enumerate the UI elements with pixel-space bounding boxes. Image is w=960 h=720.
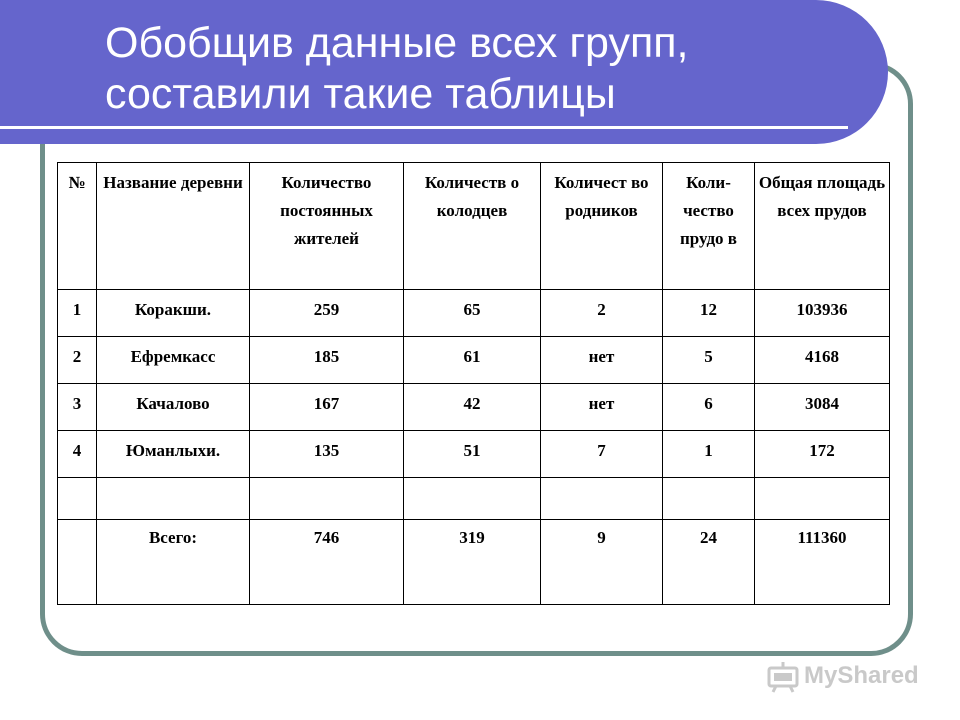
slide-title-line-1: Обобщив данные всех групп, — [105, 19, 689, 67]
table-cell: 4 — [58, 431, 97, 478]
table-cell: 2 — [541, 290, 663, 337]
total-residents: 746 — [250, 520, 404, 605]
table-cell: нет — [541, 337, 663, 384]
table-cell: 103936 — [755, 290, 890, 337]
table-cell: 6 — [663, 384, 755, 431]
table-cell: 185 — [250, 337, 404, 384]
table-cell: нет — [541, 384, 663, 431]
total-ponds: 24 — [663, 520, 755, 605]
table-cell — [663, 478, 755, 520]
table-cell: 1 — [663, 431, 755, 478]
table-header-row — [58, 163, 890, 290]
table-cell: Ефремкасс — [97, 337, 250, 384]
table-cell: 2 — [58, 337, 97, 384]
table-cell: 3084 — [755, 384, 890, 431]
table-cell: Юманлыхи. — [97, 431, 250, 478]
title-underline — [0, 126, 848, 129]
table-cell: Коракши. — [97, 290, 250, 337]
table-cell: 5 — [663, 337, 755, 384]
table-cell: 3 — [58, 384, 97, 431]
header-residents: Количество постоянных жителей — [250, 163, 404, 290]
table-cell: 1 — [58, 290, 97, 337]
table-cell: 7 — [541, 431, 663, 478]
table-cell: 65 — [404, 290, 541, 337]
header-springs: Количест во родников — [541, 163, 663, 290]
projector-icon — [766, 659, 800, 693]
table-total-row — [58, 520, 890, 605]
table-cell — [755, 478, 890, 520]
table-cell: 135 — [250, 431, 404, 478]
header-wells: Количеств о колодцев — [404, 163, 541, 290]
watermark-text: MyShared — [804, 662, 919, 689]
header-pond-area: Общая площадь всех прудов — [755, 163, 890, 290]
table-cell — [404, 478, 541, 520]
table-cell: 167 — [250, 384, 404, 431]
slide-title — [105, 18, 688, 120]
table-row — [58, 290, 890, 337]
table-cell — [97, 478, 250, 520]
table-cell: Качалово — [97, 384, 250, 431]
table-cell: 42 — [404, 384, 541, 431]
header-village-name: Название деревни — [97, 163, 250, 290]
slide-title-line-2: составили такие таблицы — [105, 70, 616, 118]
table-cell — [58, 478, 97, 520]
table-cell: 4168 — [755, 337, 890, 384]
total-label: Всего: — [97, 520, 250, 605]
table-cell — [541, 478, 663, 520]
table-cell: 12 — [663, 290, 755, 337]
total-springs: 9 — [541, 520, 663, 605]
table-cell — [58, 520, 97, 605]
table-empty-row — [58, 478, 890, 520]
header-number: № — [58, 163, 97, 290]
table-cell — [250, 478, 404, 520]
table-cell: 61 — [404, 337, 541, 384]
table-cell: 259 — [250, 290, 404, 337]
table-row — [58, 431, 890, 478]
header-ponds: Коли-чество прудо в — [663, 163, 755, 290]
village-data-table — [57, 162, 890, 605]
table-row — [58, 384, 890, 431]
total-wells: 319 — [404, 520, 541, 605]
table-cell: 51 — [404, 431, 541, 478]
table-cell: 172 — [755, 431, 890, 478]
total-pond-area: 111360 — [755, 520, 890, 605]
table-row — [58, 337, 890, 384]
myshared-watermark — [766, 656, 926, 696]
